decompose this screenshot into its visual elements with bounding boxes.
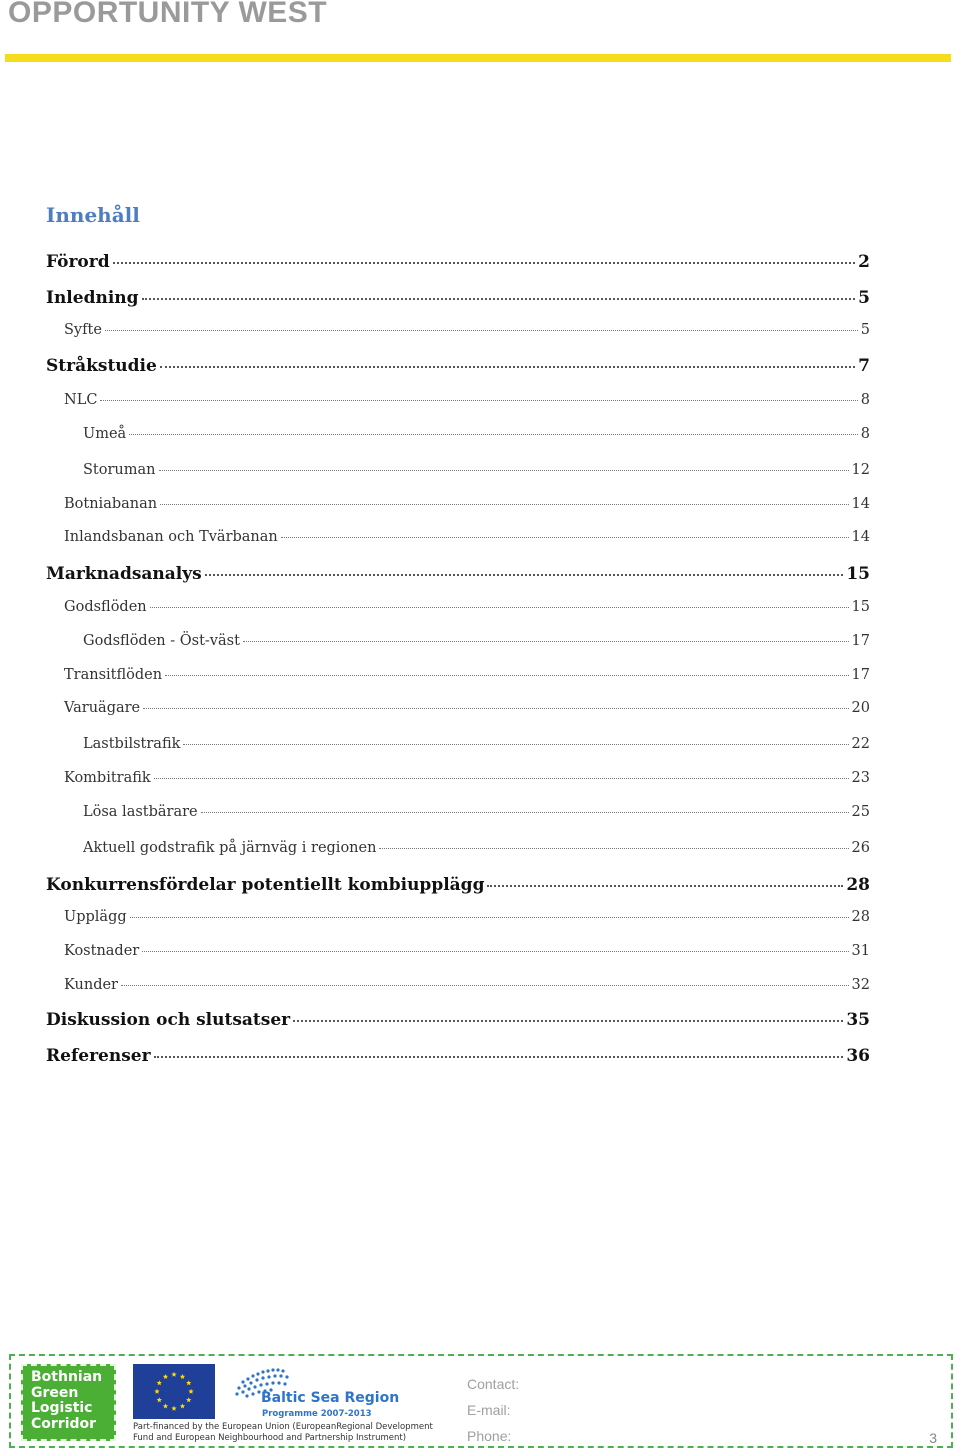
toc-entry[interactable] (83, 736, 870, 752)
eu-funding-line: Part-financed by the European Union (EuropeanRegional Development (133, 1422, 433, 1432)
toc-entry[interactable] (64, 496, 870, 512)
toc-entry[interactable] (64, 909, 870, 925)
toc-entry-page: 22 (851, 736, 870, 752)
toc-dot-leader (113, 262, 856, 264)
toc-entry[interactable] (46, 875, 870, 895)
header-divider (5, 54, 951, 62)
page-footer (9, 1354, 953, 1448)
bothnian-green-logistic-corridor-logo (21, 1364, 116, 1441)
toc-entry-page: 2 (858, 252, 870, 272)
toc-entry-label: Inlandsbanan och Tvärbanan (64, 529, 278, 545)
toc-entry-label: Kostnader (64, 943, 140, 959)
toc-entry-label: Umeå (83, 426, 127, 442)
eu-funding-statement (133, 1422, 433, 1444)
toc-entry[interactable] (64, 943, 870, 959)
toc-dot-leader (159, 470, 849, 471)
toc-entry-page: 28 (851, 909, 870, 925)
toc-entry[interactable] (64, 770, 870, 786)
toc-entry-page: 20 (851, 700, 870, 716)
document-header-title: OPPORTUNITY WEST (8, 0, 328, 29)
toc-entry[interactable] (64, 667, 870, 683)
toc-entry-page: 7 (858, 356, 870, 376)
email-label: E-mail: (467, 1402, 511, 1418)
toc-dot-leader (183, 744, 848, 745)
toc-entry-page: 35 (846, 1010, 870, 1030)
toc-entry-page: 26 (851, 840, 870, 856)
logo-word: Green (31, 1384, 79, 1401)
toc-entry-label: Kombitrafik (64, 770, 151, 786)
toc-entry-page: 5 (860, 322, 870, 338)
toc-entry[interactable] (46, 288, 870, 308)
toc-entry-label: Lösa lastbärare (83, 804, 198, 820)
toc-entry-page: 17 (851, 633, 870, 649)
phone-label: Phone: (467, 1428, 512, 1444)
toc-entry-label: Konkurrensfördelar potentiellt kombiupplägg (46, 875, 485, 895)
toc-entry-label: Kunder (64, 977, 118, 993)
programme-period: Programme 2007-2013 (262, 1409, 372, 1419)
toc-entry-label: Inledning (46, 288, 139, 308)
logo-word: Corridor (31, 1415, 97, 1432)
toc-dot-leader (130, 917, 849, 918)
toc-entry-label: Godsflöden - Öst-väst (83, 633, 240, 649)
toc-dot-leader (142, 951, 848, 952)
toc-entry[interactable] (46, 356, 870, 376)
toc-entry-label: Upplägg (64, 909, 127, 925)
toc-entry[interactable] (64, 599, 870, 615)
logo-word: Logistic (31, 1400, 93, 1416)
toc-dot-leader (154, 778, 849, 779)
toc-dot-leader (243, 641, 849, 642)
eu-funding-line: Fund and European Neighbourhood and Partnership Instrument) (133, 1433, 407, 1443)
toc-dot-leader (121, 985, 849, 986)
eu-flag-icon (133, 1364, 215, 1419)
toc-entry[interactable] (64, 700, 870, 716)
toc-dot-leader (142, 298, 856, 300)
toc-entry-label: Lastbilstrafik (83, 736, 181, 752)
toc-entry[interactable] (64, 529, 870, 545)
toc-entry-label: Varuägare (64, 700, 141, 716)
toc-dot-leader (205, 574, 844, 576)
toc-entry-page: 14 (851, 496, 870, 512)
toc-entry-page: 17 (851, 667, 870, 683)
toc-entry-label: Botniabanan (64, 496, 158, 512)
logo-word: Bothnian (31, 1369, 103, 1385)
toc-entry[interactable] (46, 252, 870, 272)
contact-label: Contact: (467, 1376, 520, 1392)
toc-entry-page: 28 (846, 875, 870, 895)
toc-dot-leader (281, 537, 849, 538)
toc-entry-page: 31 (851, 943, 870, 959)
toc-entry-label: Förord (46, 252, 110, 272)
toc-entry-page: 5 (858, 288, 870, 308)
toc-dot-leader (293, 1020, 843, 1022)
toc-entry-label: NLC (64, 392, 98, 408)
toc-entry[interactable] (46, 1046, 870, 1066)
toc-entry[interactable] (64, 977, 870, 993)
toc-entry-page: 36 (846, 1046, 870, 1066)
toc-entry-label: Marknadsanalys (46, 564, 202, 584)
toc-entry-label: Aktuell godstrafik på järnväg i regionen (83, 840, 377, 856)
toc-entry-page: 12 (851, 462, 870, 478)
toc-dot-leader (160, 504, 848, 505)
toc-entry[interactable] (83, 840, 870, 856)
toc-entry-label: Godsflöden (64, 599, 147, 615)
toc-entry-page: 14 (851, 529, 870, 545)
toc-entry[interactable] (64, 392, 870, 408)
toc-heading: Innehåll (46, 203, 140, 227)
baltic-sea-region-name: Baltic Sea Region (261, 1390, 400, 1406)
toc-entry-page: 8 (860, 392, 870, 408)
toc-entry-page: 15 (851, 599, 870, 615)
toc-dot-leader (154, 1056, 844, 1058)
toc-entry-page: 25 (851, 804, 870, 820)
toc-entry[interactable] (83, 804, 870, 820)
toc-entry-label: Diskussion och slutsatser (46, 1010, 291, 1030)
toc-dot-leader (160, 366, 855, 368)
toc-entry[interactable] (46, 1010, 870, 1030)
toc-entry[interactable] (83, 426, 870, 442)
toc-entry-page: 15 (846, 564, 870, 584)
toc-dot-leader (150, 607, 849, 608)
toc-entry-label: Transitflöden (64, 667, 163, 683)
page-number: 3 (929, 1430, 937, 1446)
toc-dot-leader (165, 675, 848, 676)
toc-dot-leader (100, 400, 857, 401)
toc-entry-page: 32 (851, 977, 870, 993)
toc-entry-page: 8 (860, 426, 870, 442)
toc-entry-label: Stråkstudie (46, 356, 157, 376)
toc-dot-leader (129, 434, 858, 435)
toc-entry[interactable] (83, 462, 870, 478)
toc-entry-label: Syfte (64, 322, 102, 338)
toc-entry[interactable] (83, 633, 870, 649)
toc-dot-leader (379, 848, 848, 849)
toc-dot-leader (143, 708, 848, 709)
toc-entry[interactable] (64, 322, 870, 338)
toc-dot-leader (487, 885, 843, 887)
toc-entry-label: Storuman (83, 462, 156, 478)
toc-entry[interactable] (46, 564, 870, 584)
toc-entry-label: Referenser (46, 1046, 151, 1066)
toc-dot-leader (105, 330, 858, 331)
toc-dot-leader (201, 812, 849, 813)
toc-entry-page: 23 (851, 770, 870, 786)
